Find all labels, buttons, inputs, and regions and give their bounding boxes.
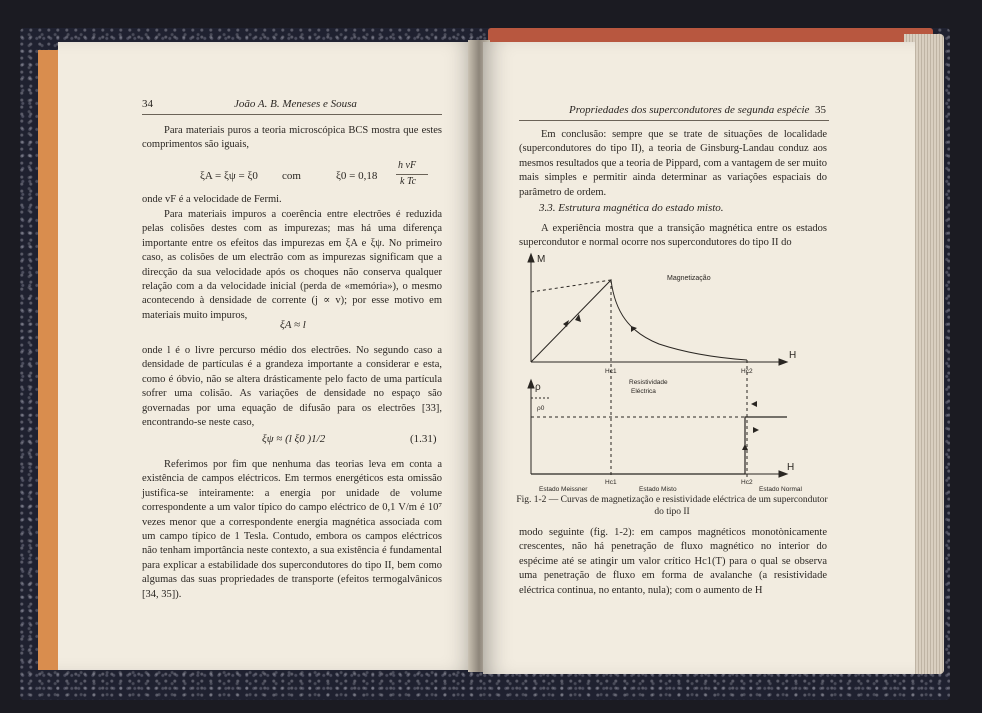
equation-1-right: ξ0 = 0,18 <box>336 170 378 182</box>
equation-3-number: (1.31) <box>410 433 437 445</box>
equation-1-fraction-bar <box>396 174 428 175</box>
magnetization-label: Magnetização <box>667 275 711 282</box>
resistivity-curve <box>531 417 787 474</box>
state-misto-label: Estado Misto <box>639 486 677 492</box>
left-paragraph-5: Referimos por fim que nenhuma das teorias leva em conta a existência de campos eléctricos. Em termos energéticos esta omissão justifica-se inteiramente: a energia por unidade de volume correspondente a um valor típico do campo eléctrico de 0,1 V/m é 10⁷ vezes menor que a correspondente energia magnética associada com um campo típico de 1 Tesla. Contudo, embora os campos eléctricos não tenham importância neste contexto, a sua existência é fundamental para explicar a estabilidade dos supercondutores do tipo II, bem como algumas das suas propriedades de transporte (efeitos termogalvânicos [34, 35]). <box>142 459 442 600</box>
figure-caption: Fig. 1-2 — Curvas de magnetização e resistividade eléctrica de um supercondutor do tipo II <box>516 495 828 517</box>
bottom-y-label: ρ <box>535 382 541 393</box>
left-header-rule <box>142 114 442 115</box>
top-y-label: M <box>537 254 546 265</box>
hc1-label-bottom: Hc1 <box>605 479 617 486</box>
left-paragraph-4: onde l é o livre percurso médio dos electrões. No segundo caso a densidade de partículas é a grandeza importante a considerar e esta, como é óbvio, não se altera drásticamente pelo facto de uma partícula sofrer uma colisão. As variações de densidade no espaço são governadas por uma equação de difusão para os electrões [33], encontrando-se neste caso, <box>142 345 442 429</box>
left-paragraph-2: onde vF é a velocidade de Fermi. <box>142 194 282 205</box>
equation-1-com: com <box>282 170 301 182</box>
equation-1-denominator: k Tc <box>400 176 417 187</box>
rho0-label: ρ0 <box>537 405 545 412</box>
right-running-head: Propriedades dos supercondutores de segunda espécie <box>569 104 810 116</box>
figure-1-2 <box>519 252 829 492</box>
left-running-head: João A. B. Meneses e Sousa <box>234 98 357 110</box>
state-meissner-label: Estado Meissner <box>539 486 588 492</box>
hc2-label-top: Hc2 <box>741 368 753 375</box>
left-page <box>58 42 474 670</box>
left-page-number: 34 <box>142 98 153 110</box>
right-paragraph-3: modo seguinte (fig. 1-2): em campos magnéticos monotònicamente crescentes, não há penetração de fluxo magnético no interior do espécime até se atingir um valor crítico Hc1(T) para o qual se observa uma penetração de fluxo em forma de avalanche (a resistividade eléctrica continua, no entanto, nula); com o aumento de H <box>519 527 827 596</box>
hc2-label-bottom: Hc2 <box>741 479 753 486</box>
hc1-dashed-guide <box>531 280 611 292</box>
resistivity-label-2: Eléctrica <box>631 388 656 395</box>
equation-1-numerator: h vF <box>398 160 417 171</box>
bottom-y-arrow-icon <box>528 380 534 388</box>
bottom-x-label: H <box>787 462 795 473</box>
equation-3: ξψ ≈ (l ξ0 )1/2 <box>262 433 326 445</box>
bottom-x-arrow-icon <box>779 471 787 477</box>
left-paragraph-1: Para materiais puros a teoria microscópica BCS mostra que estes comprimentos são iguais, <box>142 125 442 151</box>
equation-2: ξA ≈ l <box>280 319 306 331</box>
hc1-label-top: Hc1 <box>605 368 617 375</box>
top-x-label: H <box>789 350 797 361</box>
endpaper-edge <box>38 50 60 670</box>
right-paragraph-1: Em conclusão: sempre que se trate de situações de localidade (supercondutores do tipo II), a teoria de Ginsburg-Landau conduz aos mesmos resultados que a teoria de Pippard, com a vantagem de ser muito mais simples e permitir ainda determinar as variações espaciais do parâmetro de ordem. <box>519 129 827 198</box>
right-header-rule <box>519 120 829 121</box>
curve-arrow-down-icon <box>575 314 581 322</box>
top-y-arrow-icon <box>528 254 534 262</box>
right-page-number: 35 <box>815 104 826 116</box>
resist-arrow-left-icon <box>751 401 757 407</box>
equation-1-left: ξA = ξψ = ξ0 <box>200 170 258 182</box>
state-normal-label: Estado Normal <box>759 486 802 492</box>
right-page <box>483 42 915 674</box>
left-paragraph-3: Para materiais impuros a coerência entre electrões é reduzida pelas colisões destes com as impurezas; mas há uma diferença importante entre os efeitos das impurezas em ξA e ξψ. No primeiro caso, as colisões de um electrão com as impurezas significam que a direcção da sua velocidade após os choques não conserva qualquer relação com a da velocidade inicial (perda de «memória»), o mesmo acontecendo à densidade de corrente (j ∝ v); por esse motivo em materiais muito impuros, <box>142 209 442 321</box>
resist-arrow-right-icon <box>753 427 759 433</box>
section-heading: 3.3. Estrutura magnética do estado misto. <box>539 202 724 214</box>
magnetization-curve <box>531 280 747 362</box>
right-paragraph-2: A experiência mostra que a transição magnética entre os estados supercondutor e normal ocorre nos supercondutores do tipo II do <box>519 223 827 249</box>
resistivity-label-1: Resistividade <box>629 379 668 386</box>
top-x-arrow-icon <box>779 359 787 365</box>
